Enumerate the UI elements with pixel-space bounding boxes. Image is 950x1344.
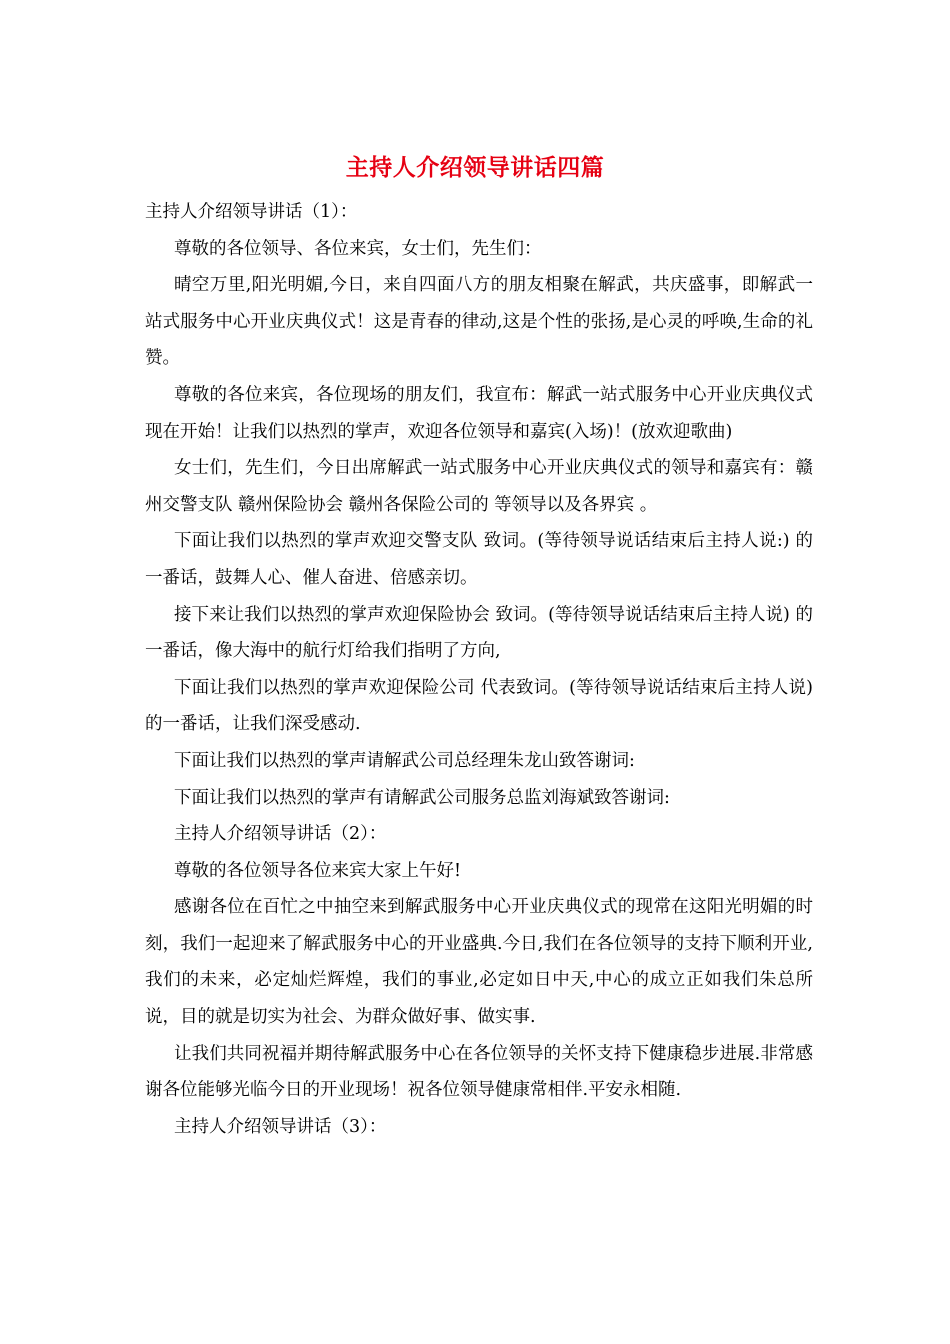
paragraph: 下面让我们以热烈的掌声有请解武公司服务总监刘海斌致答谢词: (174, 787, 670, 808)
paragraph: 晴空万里,阳光明媚,今日，来自四面八方的朋友相聚在解武，共庆盛事，即解武一站式服务中心开业庆典仪式！这是青春的律动,这是个性的张扬,是心灵的呼唤,生命的礼赞。 (145, 275, 813, 369)
paragraph: 尊敬的各位领导、各位来宾，女士们，先生们： (174, 238, 542, 259)
paragraph: 感谢各位在百忙之中抽空来到解武服务中心开业庆典仪式的现常在这阳光明媚的时刻，我们一起迎来了解武服务中心的开业盛典.今日,我们在各位领导的支持下顺利开业,我们的未来，必定灿烂辉煌，我们的事业,必定如日中天,中心的成立正如我们朱总所说，目的就是切实为社会、为群众做好事、做实事. (145, 897, 813, 1028)
paragraph: 让我们共同祝福并期待解武服务中心在各位领导的关怀支持下健康稳步进展.非常感谢各位能够光临今日的开业现场！祝各位领导健康常相伴.平安永相随. (145, 1043, 813, 1101)
section-heading-1: 主持人介绍领导讲话（1）： (145, 202, 358, 222)
paragraph: 下面让我们以热烈的掌声欢迎交警支队 致词。(等待领导说话结束后主持人说:) 的一番话，鼓舞人心、催人奋进、倍感亲切。 (145, 531, 813, 588)
section-heading-2: 主持人介绍领导讲话（2）： (174, 824, 387, 845)
section-heading-3: 主持人介绍领导讲话（3）： (174, 1116, 387, 1137)
paragraph: 接下来让我们以热烈的掌声欢迎保险协会 致词。(等待领导说话结束后主持人说) 的一番话，像大海中的航行灯给我们指明了方向, (145, 604, 813, 662)
document-title: 主持人介绍领导讲话四篇 (345, 154, 605, 181)
paragraph: 下面让我们以热烈的掌声请解武公司总经理朱龙山致答谢词: (174, 750, 635, 771)
paragraph: 尊敬的各位来宾，各位现场的朋友们，我宣布：解武一站式服务中心开业庆典仪式现在开始！让我们以热烈的掌声，欢迎各位领导和嘉宾(入场)！(放欢迎歌曲) (145, 384, 813, 442)
document-body (145, 194, 813, 1145)
paragraph: 尊敬的各位领导各位来宾大家上午好! (174, 860, 462, 881)
paragraph: 女士们，先生们，今日出席解武一站式服务中心开业庆典仪式的领导和嘉宾有：赣州交警支队 赣州保险协会 赣州各保险公司的 等领导以及各界宾 。 (145, 458, 813, 515)
paragraph: 下面让我们以热烈的掌声欢迎保险公司 代表致词。(等待领导说话结束后主持人说) 的一番话，让我们深受感动. (145, 677, 813, 735)
